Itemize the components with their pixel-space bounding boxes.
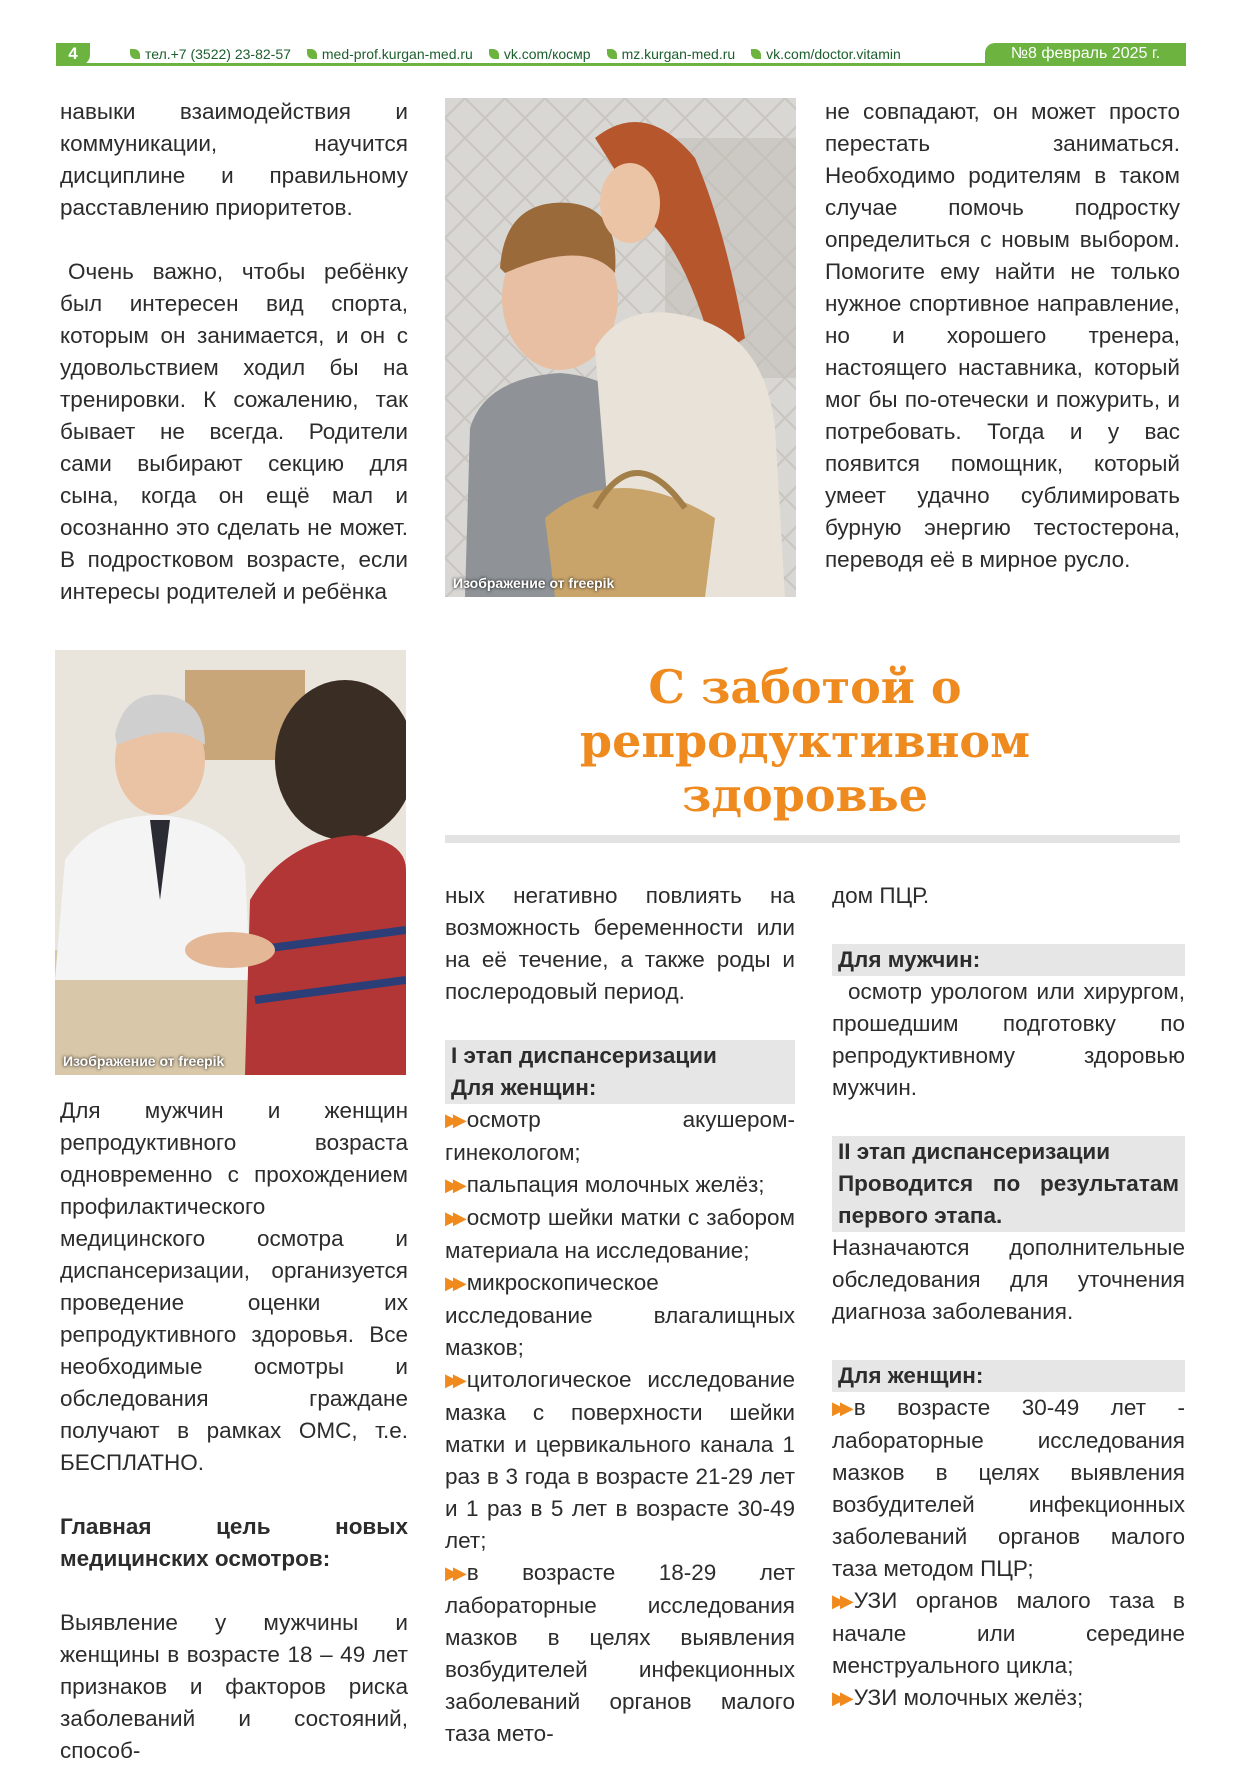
header-link-text[interactable]: med-prof.kurgan-med.ru xyxy=(321,46,473,62)
list-item-text: в возрасте 18-29 лет лабораторные исследования мазков в целях выявления возбудителей инфекционных заболеваний органов малого таза мето- xyxy=(445,1560,795,1746)
article-title xyxy=(455,660,1155,822)
arrow-bullet-icon: ▶▶ xyxy=(445,1110,461,1130)
list-item xyxy=(445,1267,795,1364)
list-item xyxy=(445,1557,795,1750)
page-number: 4 xyxy=(68,44,78,63)
arrow-bullet-icon: ▶▶ xyxy=(445,1370,461,1390)
paragraph: дом ПЦР. xyxy=(832,883,930,908)
arrow-bullet-icon: ▶▶ xyxy=(445,1563,461,1583)
arrow-bullet-icon: ▶▶ xyxy=(445,1175,461,1195)
header-phone xyxy=(130,45,291,63)
header-link-vk-kosmr[interactable] xyxy=(489,45,591,63)
top-left-column xyxy=(60,96,408,608)
article-title-line: репродуктивном xyxy=(579,714,1031,768)
header-link-text[interactable]: vk.com/doctor.vitamin xyxy=(766,46,901,62)
article-title-line: С заботой о xyxy=(648,660,962,714)
issue-badge: №8 февраль 2025 г. xyxy=(985,43,1186,65)
arrow-bullet-icon: ▶▶ xyxy=(445,1208,461,1228)
photo-caption: Изображение от freepik xyxy=(63,1053,225,1069)
list-item-text: в возрасте 30-49 лет - лабораторные исследования мазков в целях выявления возбудителей инфекционных заболеваний органов малого таза методом ПЦР; xyxy=(832,1395,1185,1581)
header-link-mz[interactable] xyxy=(607,45,736,63)
list-item xyxy=(832,1682,1185,1715)
header-link-text[interactable]: mz.kurgan-med.ru xyxy=(621,46,736,62)
list-item-text: пальпация молочных желёз; xyxy=(466,1172,765,1197)
list-item-text: цитологическое исследование мазка с поверхности шейки матки и цервикального канала 1 раз в 3 года в возрасте 21-29 лет и 1 раз в 5 лет в возрасте 30-49 лет; xyxy=(445,1367,795,1553)
top-right-column xyxy=(825,96,1180,576)
photo-mother-son xyxy=(445,98,796,597)
goal-heading: Главная цель новых медицинских осмотров: xyxy=(60,1514,408,1571)
leaf-icon xyxy=(489,49,499,59)
photo-mother-son-image xyxy=(445,98,796,597)
arrow-bullet-icon: ▶▶ xyxy=(445,1273,461,1293)
article-middle-column xyxy=(445,880,795,1750)
list-item-text: УЗИ органов малого таза в начале или середине менструального цикла; xyxy=(832,1588,1185,1678)
title-rule xyxy=(445,835,1180,843)
men-heading: Для мужчин: xyxy=(832,944,1185,976)
leaf-icon xyxy=(307,49,317,59)
list-item-text: микроскопическое исследование влагалищных мазков; xyxy=(445,1270,795,1360)
photo-doctor-handshake xyxy=(55,650,406,1075)
stage1-heading: I этап диспансеризации xyxy=(445,1040,795,1072)
list-item xyxy=(445,1364,795,1557)
photo-doctor-image xyxy=(55,650,406,1075)
paragraph: Очень важно, чтобы ребёнку был интересен вид спорта, которым он занимается, и он с удовольствием ходил бы на тренировки. К сожалению, так бывает не всегда. Родители сами выбирают секцию для сына, когда он ещё мал и осознанно это сделать не может. В подростковом возрасте, если интересы родителей и ребёнка xyxy=(60,259,408,604)
arrow-bullet-icon: ▶▶ xyxy=(832,1591,848,1611)
list-item xyxy=(832,1392,1185,1585)
article-left-column xyxy=(60,1095,408,1767)
header-contacts xyxy=(130,45,901,63)
header-link-text[interactable]: vk.com/космр xyxy=(503,46,591,62)
paragraph: навыки взаимодействия и коммуникации, научится дисциплине и правильному расставлению приоритетов. xyxy=(60,99,408,220)
paragraph: ных негативно повлиять на возможность беременности или на её течение, а также роды и послеродовый период. xyxy=(445,883,795,1004)
photo-caption: Изображение от freepik xyxy=(453,575,615,591)
paragraph: осмотр урологом или хирургом, прошедшим подготовку по репродуктивному здоровью мужчин. xyxy=(832,979,1185,1100)
leaf-icon xyxy=(130,49,140,59)
paragraph: Для мужчин и женщин репродуктивного возраста одновременно с прохождением профилактического медицинского осмотра и диспансеризации, организуется проведение оценки их репродуктивного здоровья. Все необходимые осмотры и обследования граждане получают в рамках ОМС, т.е. БЕСПЛАТНО. xyxy=(60,1098,408,1475)
stage2-subheading: Проводится по результатам первого этапа. xyxy=(832,1168,1185,1232)
paragraph: не совпадают, он может просто перестать заниматься. Необходимо родителям в таком случае помочь подростку определиться с новым выбором. Помогите ему найти не только нужное спортивное направление, но и хорошего тренера, настоящего наставника, который мог бы по-отечески и пожурить, и потребовать. Тогда и у вас появится помощник, который умеет удачно сублимировать бурную энергию тестостерона, переводя её в мирное русло. xyxy=(825,99,1180,572)
stage2-heading: II этап диспансеризации xyxy=(832,1136,1185,1168)
women-heading: Для женщин: xyxy=(445,1072,795,1104)
list-item xyxy=(445,1104,795,1169)
list-item-text: УЗИ молочных желёз; xyxy=(853,1685,1084,1710)
paragraph: Назначаются дополнительные обследования для уточнения диагноза заболевания. xyxy=(832,1235,1185,1324)
list-item xyxy=(445,1202,795,1267)
arrow-bullet-icon: ▶▶ xyxy=(832,1688,848,1708)
paragraph: Выявление у мужчины и женщины в возрасте 18 – 49 лет признаков и факторов риска заболеваний и состояний, способ- xyxy=(60,1610,408,1763)
women-heading: Для женщин: xyxy=(832,1360,1185,1392)
arrow-bullet-icon: ▶▶ xyxy=(832,1398,848,1418)
leaf-icon xyxy=(607,49,617,59)
list-item xyxy=(445,1169,795,1202)
leaf-icon xyxy=(751,49,761,59)
list-item-text: осмотр акушером- гинекологом; xyxy=(445,1107,795,1165)
article-right-column xyxy=(832,880,1185,1715)
list-item-text: осмотр шейки матки с забором материала на исследование; xyxy=(445,1205,795,1263)
header-phone-text: тел.+7 (3522) 23-82-57 xyxy=(145,46,291,62)
list-item xyxy=(832,1585,1185,1682)
header-link-med-prof[interactable] xyxy=(307,45,473,63)
header-link-vk-doctor[interactable] xyxy=(751,45,901,63)
article-title-line: здоровье xyxy=(682,768,928,822)
